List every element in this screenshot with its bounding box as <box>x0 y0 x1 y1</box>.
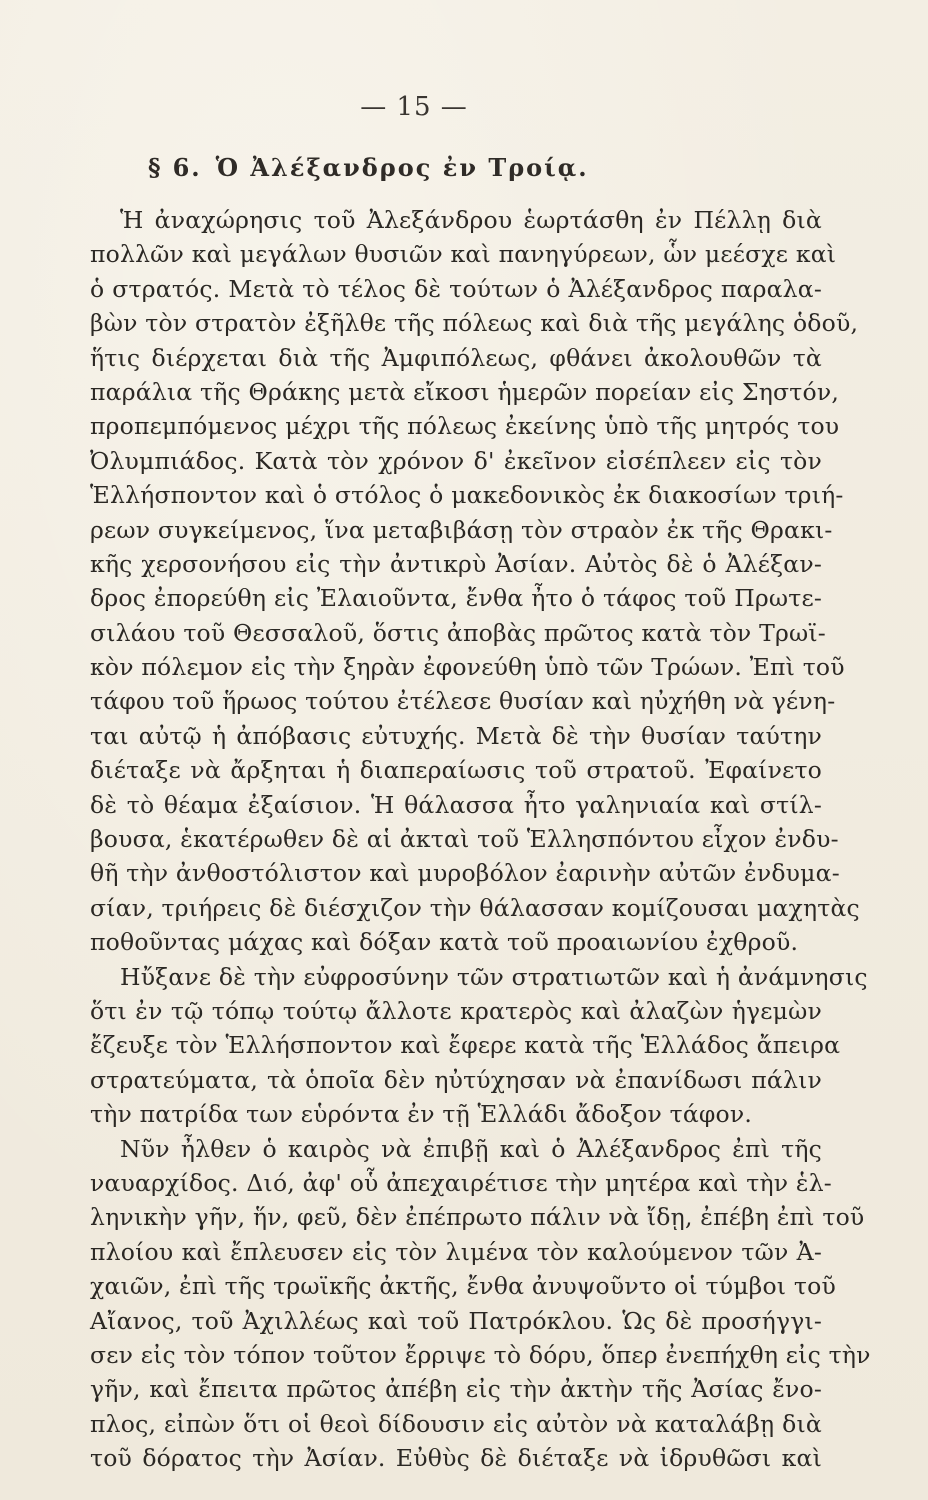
text-line: στρατεύματα, τὰ ὁποῖα δὲν ηὐτύχησαν νὰ ἐπανίδωσι πάλιν <box>90 1065 822 1094</box>
section-number: 6. <box>172 153 202 182</box>
text-line: ρεων συγκείμενος, ἵνα μεταβιβάσῃ τὸν στραὸν ἐκ τῆς Θρακι- <box>90 515 833 544</box>
text-line: βουσα, ἑκατέρωθεν δὲ αἱ ἀκταὶ τοῦ Ἑλλησπόντου εἶχον ἐνδυ- <box>90 825 839 854</box>
text-line: Ὀλυμπιάδος. Κατὰ τὸν χρόνον δ' ἐκεῖνον εἰσέπλεεν εἰς τὸν <box>90 446 822 475</box>
text-line: τὴν πατρίδα των εὑρόντα ἐν τῇ Ἑλλάδι ἄδοξον τάφον. <box>90 1100 753 1129</box>
text-line: προπεμπόμενος μέχρι τῆς πόλεως ἐκείνης ὑπὸ τῆς μητρός του <box>90 412 840 441</box>
text-line: γῆν, καὶ ἔπειτα πρῶτος ἀπέβη εἰς τὴν ἀκτὴν τῆς Ἀσίας ἔνο- <box>90 1375 822 1404</box>
text-line: πλος, εἰπὼν ὅτι οἱ θεοὶ δίδουσιν εἰς αὐτὸν νὰ καταλάβῃ διὰ <box>90 1409 822 1438</box>
page-number: — 15 — <box>360 92 468 122</box>
text-line: τάφου τοῦ ἥρωος τούτου ἐτέλεσε θυσίαν καὶ ηὐχήθη νὰ γένη- <box>90 687 836 716</box>
text-line: πλοίου καὶ ἔπλευσεν εἰς τὸν λιμένα τὸν καλούμενον τῶν Ἀ- <box>90 1237 822 1266</box>
text-line: ληνικὴν γῆν, ἥν, φεῦ, δὲν ἐπέπρωτο πάλιν νὰ ἴδῃ, ἐπέβη ἐπὶ τοῦ <box>90 1203 865 1232</box>
text-line: Ἑλλήσποντον καὶ ὁ στόλος ὁ μακεδονικὸς ἐκ διακοσίων τριή- <box>90 481 844 510</box>
text-line: βὼν τὸν στρατὸν ἐξῆλθε τῆς πόλεως καὶ διὰ τῆς μεγάλης ὁδοῦ, <box>90 309 859 338</box>
body-text <box>90 203 871 1475</box>
text-line: ἔζευξε τὸν Ἑλλήσποντον καὶ ἔφερε κατὰ τῆς Ἑλλάδος ἄπειρα <box>90 1031 841 1060</box>
section-title: Ὁ Ἀλέξανδρος ἐν Τροίᾳ. <box>215 153 589 182</box>
text-line: ναυαρχίδος. Διό, ἀφ' οὗ ἀπεχαιρέτισε τὴν μητέρα καὶ τὴν ἑλ- <box>90 1168 832 1197</box>
text-line: τοῦ δόρατος τὴν Ἀσίαν. Εὐθὺς δὲ διέταξε νὰ ἱδρυθῶσι καὶ <box>90 1444 822 1473</box>
section-symbol: § <box>148 153 163 182</box>
text-line: σιλάου τοῦ Θεσσαλοῦ, ὅστις ἀποβὰς πρῶτος κατὰ τὸν Τρωϊ- <box>90 618 826 647</box>
text-line: ὁ στρατός. Μετὰ τὸ τέλος δὲ τούτων ὁ Ἀλέξανδρος παραλα- <box>90 274 822 303</box>
text-line: ὅτι ἐν τῷ τόπῳ τούτῳ ἄλλοτε κρατερὸς καὶ ἀλαζὼν ἡγεμὼν <box>90 996 822 1025</box>
text-line: πολλῶν καὶ μεγάλων θυσιῶν καὶ πανηγύρεων, ὧν μεέσχε καὶ <box>90 240 837 269</box>
text-line: χαιῶν, ἐπὶ τῆς τρωϊκῆς ἀκτῆς, ἔνθα ἀνυψοῦντο οἱ τύμβοι τοῦ <box>90 1272 836 1301</box>
text-line: θῆ τὴν ἀνθοστόλιστον καὶ μυροβόλον ἐαρινὴν αὐτῶν ἐνδυμα- <box>90 859 840 888</box>
text-line: κὸν πόλεμον εἰς τὴν ξηρὰν ἐφονεύθη ὑπὸ τῶν Τρώων. Ἐπὶ τοῦ <box>90 653 845 682</box>
text-line: Αἴανος, τοῦ Ἀχιλλέως καὶ τοῦ Πατρόκλου. Ὡς δὲ προσήγγι- <box>90 1306 822 1335</box>
text-line: σεν εἰς τὸν τόπον τοῦτον ἔρριψε τὸ δόρυ, ὅπερ ἐνεπήχθη εἰς τὴν <box>90 1340 871 1369</box>
text-line: δὲ τὸ θέαμα ἐξαίσιον. Ἡ θάλασσα ἦτο γαληνιαία καὶ στίλ- <box>90 790 822 819</box>
text-line: διέταξε νὰ ἄρξηται ἡ διαπεραίωσις τοῦ στρατοῦ. Ἐφαίνετο <box>90 756 822 785</box>
text-line: ἥτις διέρχεται διὰ τῆς Ἀμφιπόλεως, φθάνει ἀκολουθῶν τὰ <box>90 343 822 372</box>
section-heading <box>148 153 589 182</box>
text-line: ποθοῦντας μάχας καὶ δόξαν κατὰ τοῦ προαιωνίου ἐχθροῦ. <box>90 928 799 957</box>
text-line: Νῦν ἦλθεν ὁ καιρὸς νὰ ἐπιβῇ καὶ ὁ Ἀλέξανδρος ἐπὶ τῆς <box>120 1134 822 1163</box>
text-line: ται αὐτῷ ἡ ἀπόβασις εὐτυχής. Μετὰ δὲ τὴν θυσίαν ταύτην <box>90 721 822 750</box>
text-line: κῆς χερσονήσου εἰς τὴν ἀντικρὺ Ἀσίαν. Αὐτὸς δὲ ὁ Ἀλέξαν- <box>90 549 822 578</box>
text-line: Ηὔξανε δὲ τὴν εὐφροσύνην τῶν στρατιωτῶν καὶ ἡ ἀνάμνησις <box>120 962 868 991</box>
text-line: παράλια τῆς Θράκης μετὰ εἴκοσι ἡμερῶν πορείαν εἰς Σηστόν, <box>90 377 839 406</box>
text-line: δρος ἐπορεύθη εἰς Ἐλαιοῦντα, ἔνθα ἦτο ὁ τάφος τοῦ Πρωτε- <box>90 584 822 613</box>
text-line: σίαν, τριήρεις δὲ διέσχιζον τὴν θάλασσαν κομίζουσαι μαχητὰς <box>90 893 860 922</box>
text-line: Ἡ ἀναχώρησις τοῦ Ἀλεξάνδρου ἑωρτάσθη ἐν Πέλλῃ διὰ <box>120 206 822 234</box>
